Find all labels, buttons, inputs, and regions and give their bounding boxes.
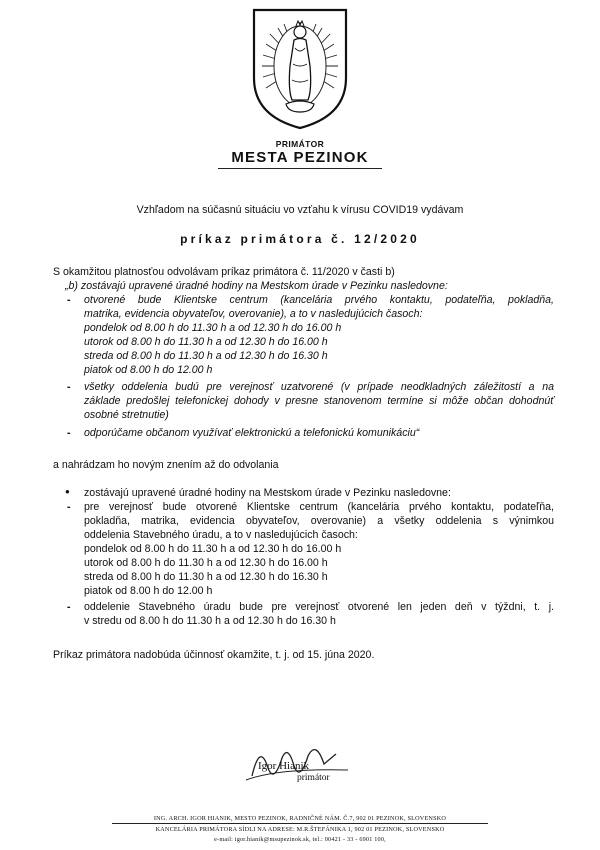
city-crest-logo [246,4,354,132]
intro-text: Vzhľadom na súčasnú situáciu vo vzťahu k vírusu COVID19 vydávam [136,204,464,216]
old-hours-friday: piatok od 8.00 h do 12.00 h [84,364,213,376]
footer-rule [112,823,488,824]
new-item2-line2: v stredu od 8.00 h do 11.30 h a od 12.30 h do 16.30 h [84,615,336,627]
old-item2-line1: všetky oddelenia budú pre verejnosť uzatvorené (v prípade neodkladných záležitostí a na [84,381,554,393]
new-hours-friday: piatok od 8.00 h do 12.00 h [84,585,213,597]
dash-bullet: - [67,381,71,393]
footer-line3: e-mail: igor.hianik@msupezinok.sk, tel.: 00421 - 33 - 6901 100, [214,836,386,843]
dash-bullet: - [67,501,71,513]
signatory-name: Igor Hianik [258,760,310,772]
new-item1-line2: pokladňa, matrika, evidencia obyvateľov, overovanie) a všetky oddelenia s výnimkou [84,515,554,527]
old-hours-wednesday: streda od 8.00 h do 11.30 h a od 12.30 h do 16.30 h [84,350,328,362]
title-rule [218,168,382,169]
dash-bullet: - [67,294,71,306]
footer-line2: KANCELÁRIA PRIMÁTORA SÍDLI NA ADRESE: M.R.ŠTEFÁNIKA 1, 902 01 PEZINOK, SLOVENSKO [155,826,445,833]
effect-line: Príkaz primátora nadobúda účinnosť okamžite, t. j. od 15. júna 2020. [53,649,375,661]
dash-bullet: - [67,427,71,439]
new-item1-line1: pre verejnosť bude otvorené Klientske centrum (kancelária prvého kontaktu, podateľňa, [84,501,554,513]
cancel-line: S okamžitou platnosťou odvolávam príkaz primátora č. 11/2020 v časti b) [53,266,395,278]
old-intro: „b) zostávajú upravené úradné hodiny na Mestskom úrade v Pezinku nasledovne: [65,280,448,292]
new-item1-line3: oddelenia Stavebného úradu, a to v nasledujúcich časoch: [84,529,358,541]
old-item2-line3: osobné stretnutie) [84,409,169,421]
old-hours-tuesday: utorok od 8.00 h do 11.30 h a od 12.30 h do 16.00 h [84,336,328,348]
old-item2-line2: základe predošlej telefonickej dohody v presne stanovenom termíne si môže občan dohodnúť [84,395,554,407]
new-hours-tuesday: utorok od 8.00 h do 11.30 h a od 12.30 h do 16.00 h [84,557,328,569]
new-hours-monday: pondelok od 8.00 h do 11.30 h a od 12.30 h do 16.00 h [84,543,342,555]
title-primator: PRIMÁTOR [275,139,325,149]
old-item1-line2: matrika, evidencia obyvateľov, overovanie), a to v nasledujúcich časoch: [84,308,423,320]
replace-line: a nahrádzam ho novým znením až do odvolania [53,459,279,471]
new-intro: zostávajú upravené úradné hodiny na Mestskom úrade v Pezinku nasledovne: [84,487,451,499]
new-hours-wednesday: streda od 8.00 h do 11.30 h a od 12.30 h do 16.30 h [84,571,328,583]
dash-bullet: - [67,601,71,613]
new-item2-line1: oddelenie Stavebného úradu bude pre verejnosť otvorené len jeden deň v týždni, t. j. [84,601,554,613]
old-item3: odporúčame občanom využívať elektronickú a telefonickú komunikáciu“ [84,427,420,439]
order-heading: príkaz primátora č. 12/2020 [180,232,420,246]
dot-bullet: ● [65,487,70,496]
old-hours-monday: pondelok od 8.00 h do 11.30 h a od 12.30 h do 16.00 h [84,322,342,334]
old-item1-line1: otvorené bude Klientske centrum (kancelária prvého kontaktu, podateľňa, pokladňa, [84,294,554,306]
title-city: MESTA PEZINOK [231,149,369,166]
signatory-role: primátor [297,773,330,783]
footer-line1: ING. ARCH. IGOR HIANIK, MESTO PEZINOK, RADNIČNÉ NÁM. Č.7, 902 01 PEZINOK, SLOVENSKO [153,815,447,822]
